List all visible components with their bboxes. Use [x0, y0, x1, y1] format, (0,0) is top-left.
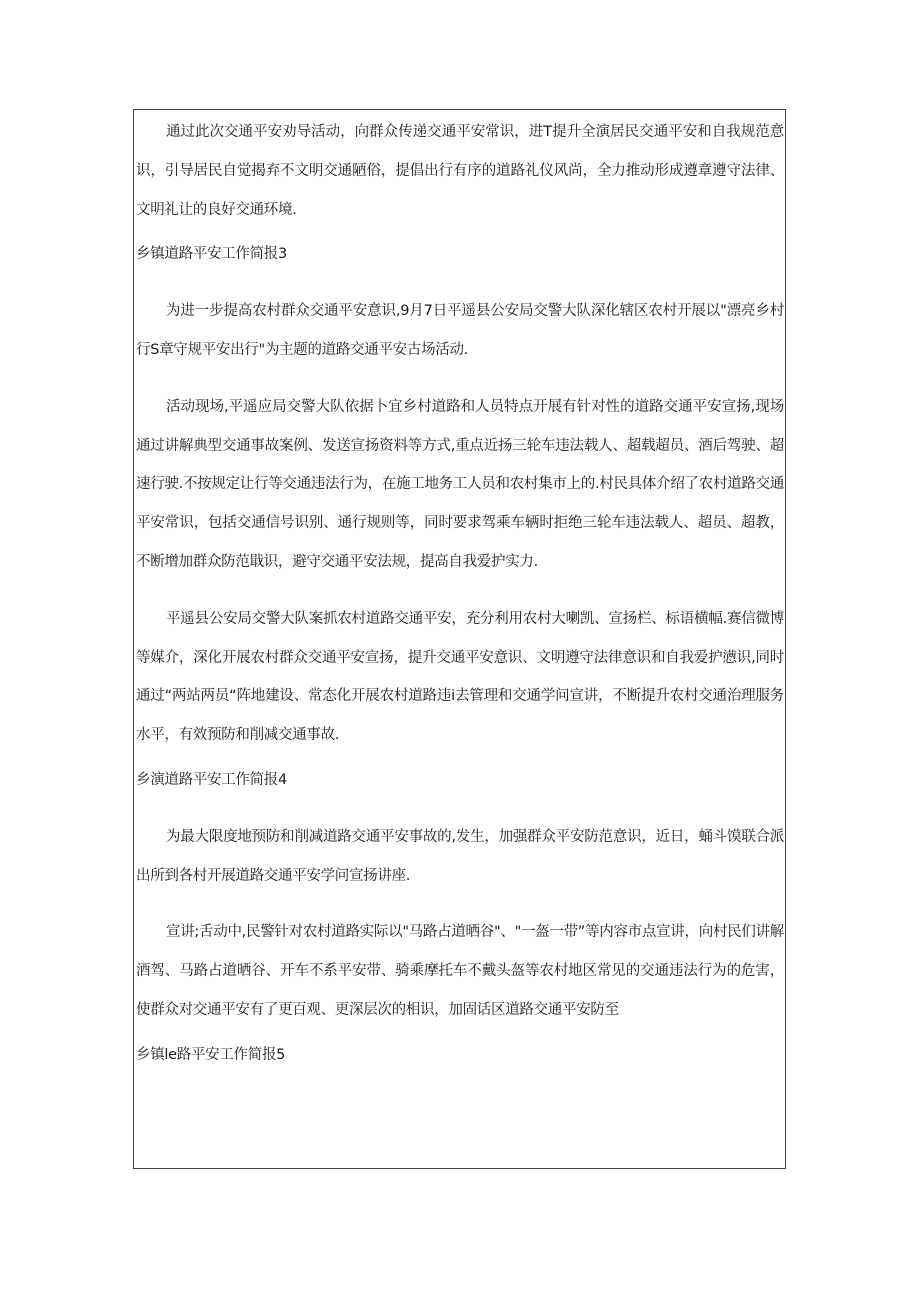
paragraph-1: 通过此次交通平安劝导活动，向群众传递交通平安常识，进T提升全演居民交通平安和自我规范意识，引导居民自觉揭弃不文明交通陋俗，提倡出行有序的道路礼仪风尚，全力推动形成遵章遵守法律、文明礼让的良好交通环境. [136, 124, 784, 218]
section-heading-4: 乡演道路平安工作简报4 [136, 771, 287, 788]
paragraph-6: 宣讲;舌动中,民警针对农村道路实际以"马路占道晒谷"、"一盔一带”等内容市点宣讲，向村民们讲解酒驾、马路占道晒谷、开车不系平安带、骑乘摩托车不戴头盔等农村地区常见的交通违法行为的危害，使群众对交通平安有了更百观、更深层次的相识，加固话区道路交通平安防至 [136, 924, 784, 1018]
paragraph-4: 平遥县公安局交警大队案抓农村道路交通平安，充分利用农村大喇凯、宣扬栏、标语横幅.赛信微博等媒介，深化开展农村群众交通平安宣扬，提升交通平安意识、文明遵守法律意识和自我爱护懑识,同时通过“两站两员“阵地建设、常态化开展农村道路违i去管理和交通学问宣讲，不断提升农村交通治理服务水平，有效预防和削减交通事故. [136, 610, 784, 744]
section-heading-5: 乡镇le路平安工作简报5 [136, 1046, 286, 1063]
document-body [136, 113, 784, 1075]
paragraph-3: 活动现场,平遥应局交警大队依据卜宜乡村道路和人员特点开展有针对性的道路交通平安宣扬,现场通过讲解典型交通事故案例、发送宣扬资料等方式,重点近扬三轮车违法载人、超载超员、酒后驾驶、超速行驶.不按规定让行等交通违法行为，在施工地务工人员和农村集市上的.村民具体介绍了农村道路交通平安常识，包括交通信号识别、通行规则等，同时要求驾乘车辆时拒绝三轮车违法载人、超员、超教，不断增加群众防范戢识，避守交通平安法规，提高自我爱护实力. [136, 398, 784, 570]
section-heading-3: 乡镇道路平安工作简报3 [136, 246, 287, 263]
paragraph-2: 为进一步提高农村群众交通平安意识,9月7日平遥县公安局交警大队深化辖区农村开展以"漂亮乡村行S章守规平安出行"为主题的道路交通平安古场活动. [136, 303, 784, 358]
paragraph-5: 为最大限度地预防和削减道路交通平安事故的,发生，加强群众平安防范意识，近日，蛹斗馍联合派出所到各村开展道路交通平安学问宣扬讲座. [136, 828, 784, 884]
